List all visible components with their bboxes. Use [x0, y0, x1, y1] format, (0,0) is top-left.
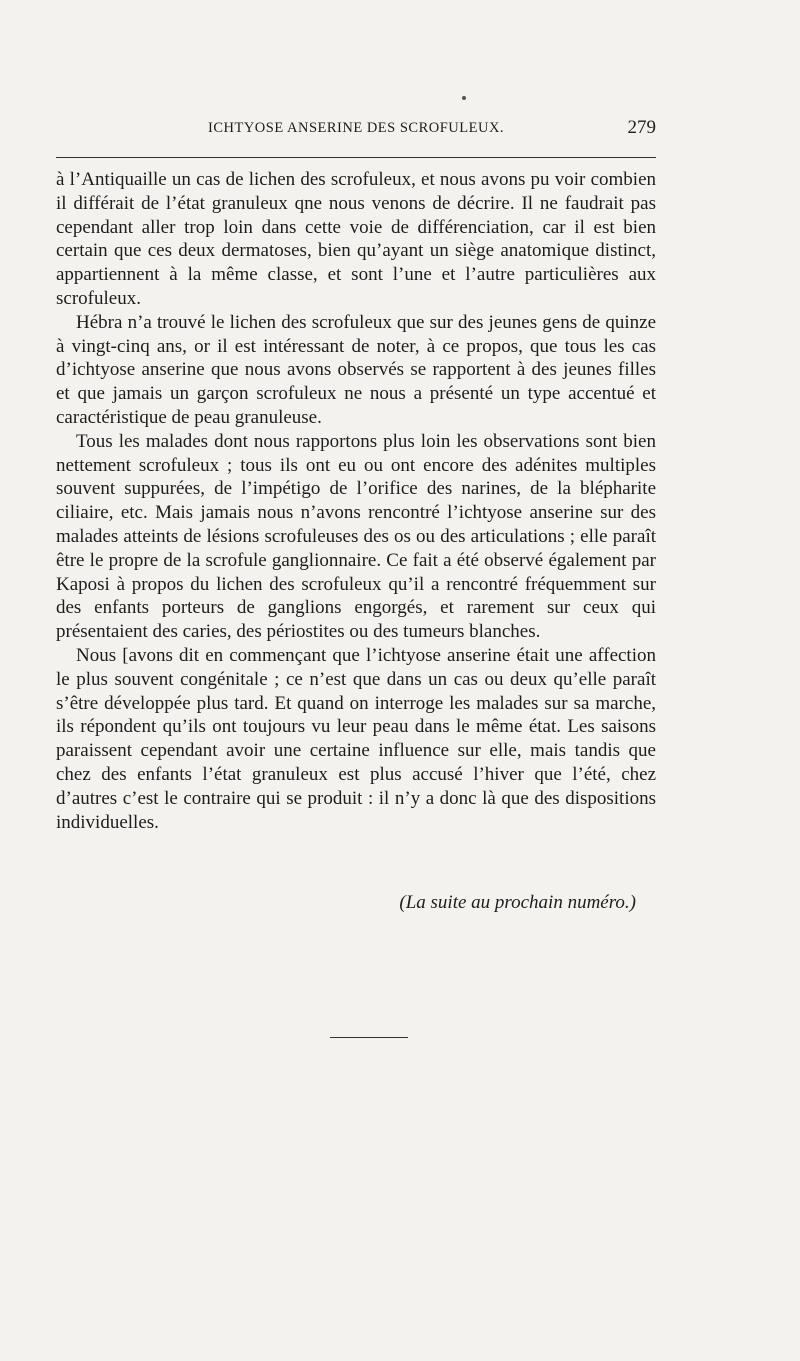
- paragraph: Tous les malades dont nous rapportons plus loin les observations sont bien nettement scrofuleux ; tous ils ont eu ou ont encore des adénites multiples souvent suppurées, de l’impétigo de l’orifice des narines, de la blépharite ciliaire, etc. Mais jamais nous n’avons rencontré l’ichtyose anserine sur des malades atteints de lésions scrofuleuses des os ou des articulations ; elle paraît être le propre de la scrofule ganglionnaire. Ce fait a été observé également par Kaposi à propos du lichen des scrofuleux qu’il a rencontré fréquemment sur des enfants porteurs de ganglions engorgés, et rarement sur ceux qui présentaient des caries, des périostites ou des tumeurs blanches.: [56, 430, 656, 643]
- page-header: [56, 117, 656, 144]
- running-title: ICHTYOSE ANSERINE DES SCROFULEUX.: [208, 120, 505, 136]
- print-mark: [462, 96, 466, 100]
- body-text: [56, 168, 656, 834]
- end-rule: [330, 1037, 408, 1038]
- paragraph: Hébra n’a trouvé le lichen des scrofuleux que sur des jeunes gens de quinze à vingt-cinq ans, or il est intéressant de noter, à ce propos, que tous les cas d’ichtyose anserine que nous avons observés se rapportent à des jeunes filles et que jamais un garçon scrofuleux ne nous a présenté un type accentué et caractéristique de peau granuleuse.: [56, 311, 656, 428]
- paragraph: Nous [avons dit en commençant que l’ichtyose anserine était une affection le plus souvent congénitale ; ce n’est que dans un cas ou deux qu’elle paraît s’être développée plus tard. Et quand on interroge les malades sur sa marche, ils répondent qu’ils ont toujours vu leur peau dans le même état. Les saisons paraissent cependant avoir une certaine influence sur elle, mais tandis que chez des enfants l’état granuleux est plus accusé l’hiver que l’été, chez d’autres c’est le contraire qui se produit : il n’y a donc là que des dispositions individuelles.: [56, 644, 656, 833]
- page-number: 279: [627, 117, 656, 138]
- continuation-note: (La suite au prochain numéro.): [399, 892, 636, 913]
- header-rule: [56, 157, 656, 158]
- paragraph: à l’Antiquaille un cas de lichen des scrofuleux, et nous avons pu voir combien il différait de l’état granuleux qne nous venons de décrire. Il ne faudrait pas cependant aller trop loin dans cette voie de différenciation, car il est bien certain que ces deux dermatoses, bien qu’ayant un siège anatomique distinct, appartiennent à la même classe, et sont l’une et l’autre particulières aux scrofuleux.: [56, 169, 656, 309]
